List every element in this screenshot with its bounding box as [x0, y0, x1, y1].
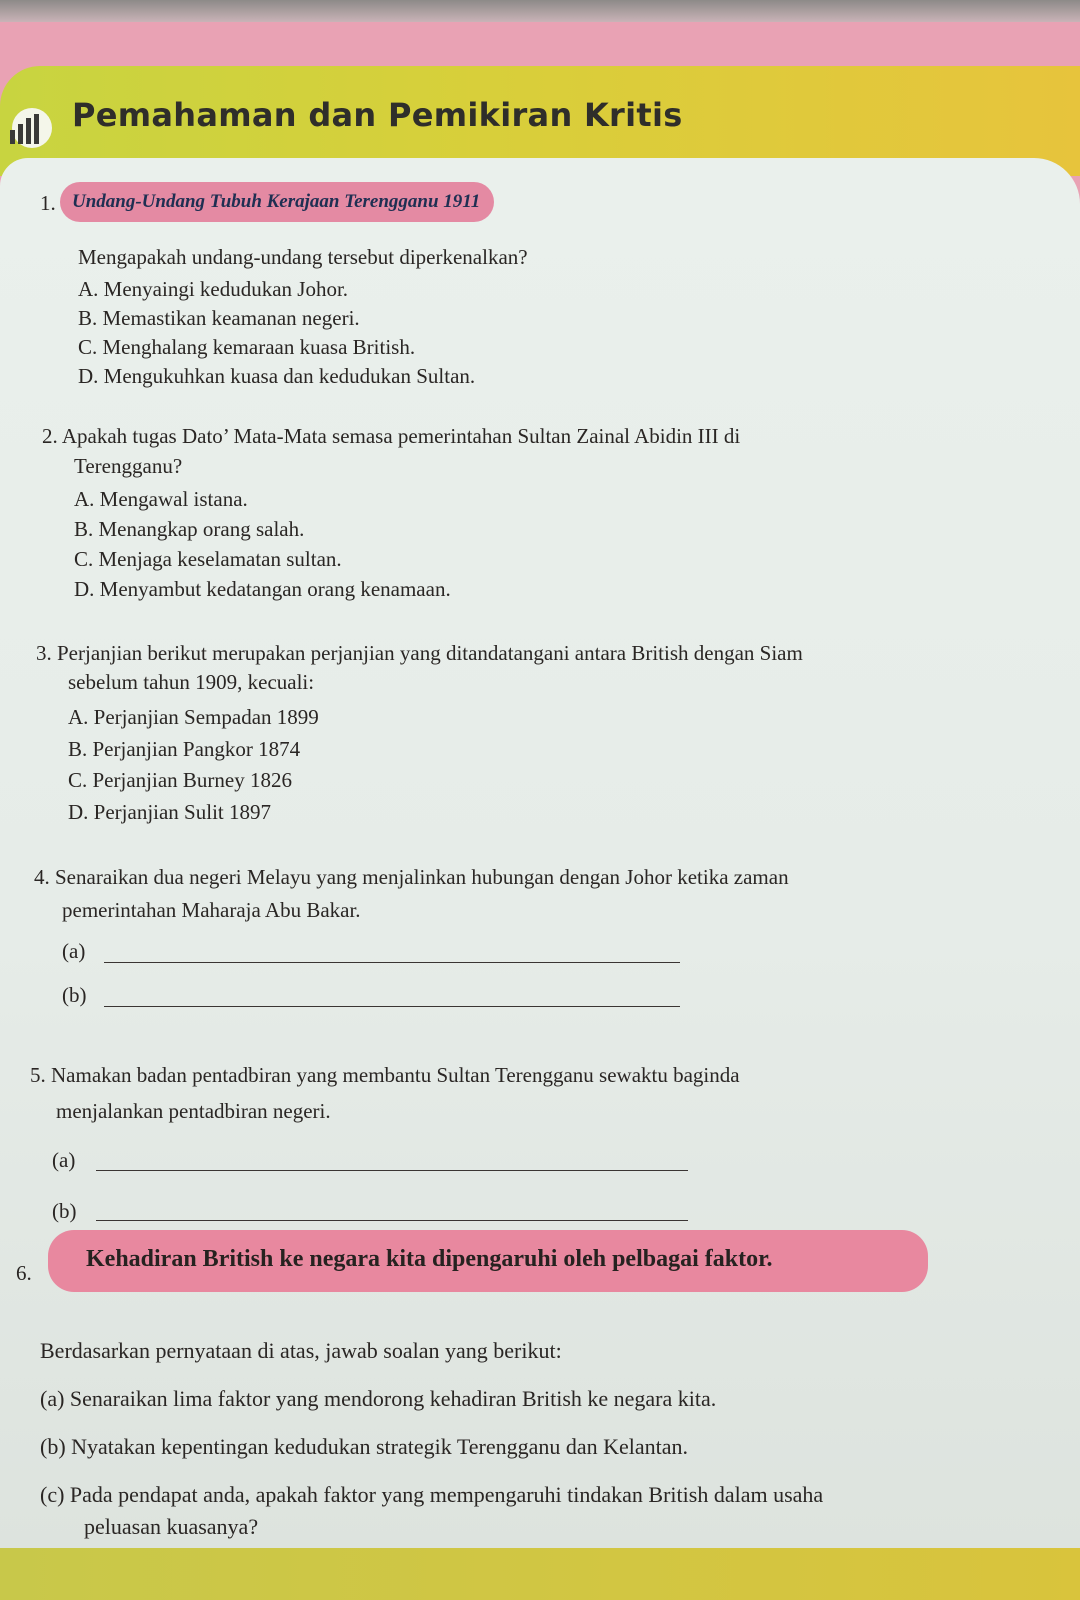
q2-option-c: C. Menjaga keselamatan sultan. [74, 547, 342, 571]
q3-option-d: D. Perjanjian Sulit 1897 [68, 800, 271, 824]
q6-part-b: (b) Nyatakan kepentingan kedudukan strategik Terengganu dan Kelantan. [40, 1434, 689, 1459]
q5-answer-line-a[interactable] [96, 1170, 688, 1171]
q6-part-c-continued: peluasan kuasanya? [84, 1514, 259, 1539]
q5-question-line2: menjalankan pentadbiran negeri. [56, 1099, 331, 1123]
q2-option-d: D. Menyambut kedatangan orang kenamaan. [74, 577, 451, 601]
q6-number: 6. [16, 1261, 32, 1285]
q5-blank-b-label: (b) [52, 1199, 77, 1223]
q1-topic-highlight: Undang-Undang Tubuh Kerajaan Terengganu 1911 [60, 182, 494, 222]
q5-answer-line-b[interactable] [96, 1220, 688, 1221]
q4-question-line1: 4. Senaraikan dua negeri Melayu yang menjalinkan hubungan dengan Johor ketika zaman [34, 865, 789, 889]
q5-blank-a-label: (a) [52, 1148, 76, 1172]
q1-option-c: C. Menghalang kemaraan kuasa British. [78, 335, 416, 359]
q6-part-c: (c) Pada pendapat anda, apakah faktor yang mempengaruhi tindakan British dalam usaha [40, 1482, 824, 1507]
q3-question-line1: 3. Perjanjian berikut merupakan perjanjian yang ditandatangani antara British dengan Siam [36, 641, 803, 665]
q1-option-d: D. Mengukuhkan kuasa dan kedudukan Sultan. [78, 364, 476, 388]
q6-statement: Kehadiran British ke negara kita dipengaruhi oleh pelbagai faktor. [86, 1246, 773, 1272]
q6-instruction: Berdasarkan pernyataan di atas, jawab soalan yang berikut: [40, 1338, 562, 1363]
q4-question-line2: pemerintahan Maharaja Abu Bakar. [62, 898, 361, 922]
q4-blank-b-label: (b) [62, 983, 87, 1007]
q2-option-a: A. Mengawal istana. [74, 487, 248, 511]
q2-question-line1: 2. Apakah tugas Dato’ Mata-Mata semasa pemerintahan Sultan Zainal Abidin III di [42, 424, 741, 448]
q1-option-b: B. Memastikan keamanan negeri. [78, 306, 360, 330]
q2-question-line2: Terengganu? [74, 454, 183, 478]
q4-answer-line-b[interactable] [104, 1006, 680, 1007]
q1-question: Mengapakah undang-undang tersebut diperkenalkan? [78, 245, 528, 269]
q5-question-line1: 5. Namakan badan pentadbiran yang membantu Sultan Terengganu sewaktu baginda [30, 1063, 740, 1087]
q6-part-a: (a) Senaraikan lima faktor yang mendorong kehadiran British ke negara kita. [40, 1386, 717, 1411]
q1-option-a: A. Menyaingi kedudukan Johor. [78, 277, 349, 301]
q2-option-b: B. Menangkap orang salah. [74, 517, 305, 541]
q4-answer-line-a[interactable] [104, 962, 680, 963]
q3-option-b: B. Perjanjian Pangkor 1874 [68, 737, 301, 761]
q3-option-a: A. Perjanjian Sempadan 1899 [68, 705, 319, 729]
q3-option-c: C. Perjanjian Burney 1826 [68, 768, 292, 792]
q1-number: 1. [40, 191, 56, 215]
q3-question-line2: sebelum tahun 1909, kecuali: [68, 670, 315, 694]
q4-blank-a-label: (a) [62, 939, 86, 963]
page-title: Pemahaman dan Pemikiran Kritis [72, 96, 683, 134]
